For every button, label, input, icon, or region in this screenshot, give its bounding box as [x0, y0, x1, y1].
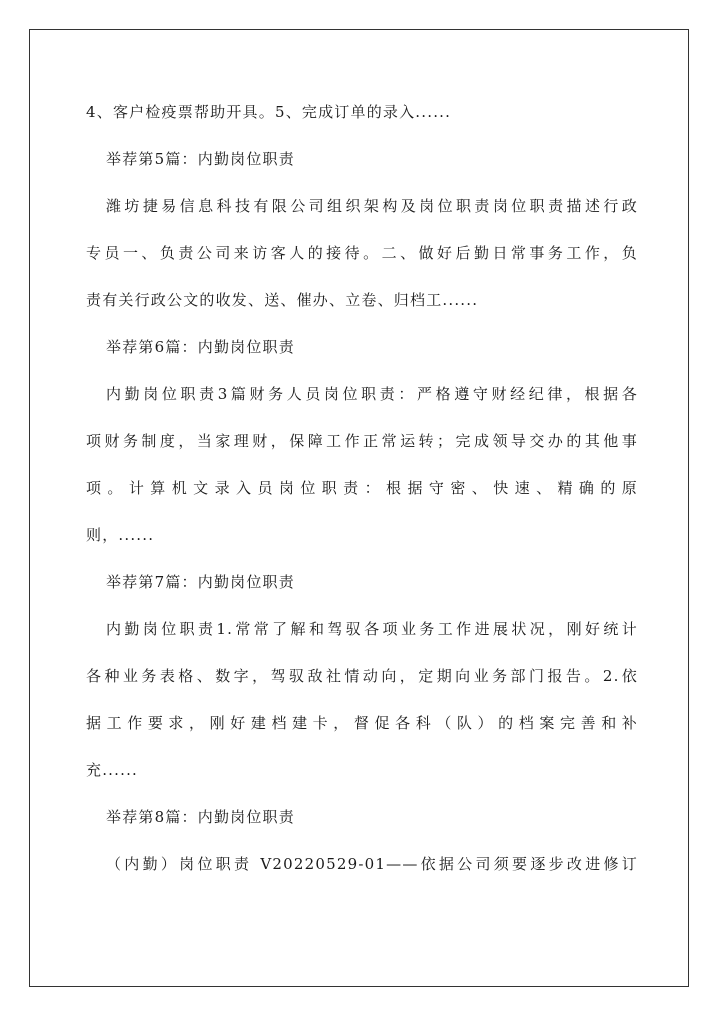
text-line: 据工作要求，刚好建档建卡，督促各科（队）的档案完善和补 [86, 714, 638, 732]
text-line: 项。计算机文录入员岗位职责：根据守密、快速、精确的原 [86, 479, 638, 497]
page-border [29, 29, 689, 987]
text-line: 4、客户检疫票帮助开具。5、完成订单的录入...... [86, 103, 452, 121]
text-line: 充...... [86, 761, 139, 779]
text-line: 内勤岗位职责3篇财务人员岗位职责：严格遵守财经纪律，根据各 [106, 385, 638, 403]
section-heading: 举荐第7篇：内勤岗位职责 [106, 573, 295, 591]
text-line: 责有关行政公文的收发、送、催办、立卷、归档工...... [86, 291, 479, 309]
text-line: 则，...... [86, 526, 155, 544]
section-heading: 举荐第5篇：内勤岗位职责 [106, 150, 295, 168]
text-line: 潍坊捷易信息科技有限公司组织架构及岗位职责岗位职责描述行政 [106, 197, 638, 215]
text-line: 内勤岗位职责1.常常了解和驾驭各项业务工作进展状况，刚好统计 [106, 620, 638, 638]
text-line: 各种业务表格、数字，驾驭敌社情动向，定期向业务部门报告。2.依 [86, 667, 638, 685]
section-heading: 举荐第6篇：内勤岗位职责 [106, 338, 295, 356]
text-line: 专员一、负责公司来访客人的接待。二、做好后勤日常事务工作，负 [86, 244, 638, 262]
text-line: （内勤）岗位职责 V20220529-01——依据公司须要逐步改进修订 [106, 855, 638, 873]
text-line: 项财务制度，当家理财，保障工作正常运转；完成领导交办的其他事 [86, 432, 638, 450]
section-heading: 举荐第8篇：内勤岗位职责 [106, 808, 295, 826]
